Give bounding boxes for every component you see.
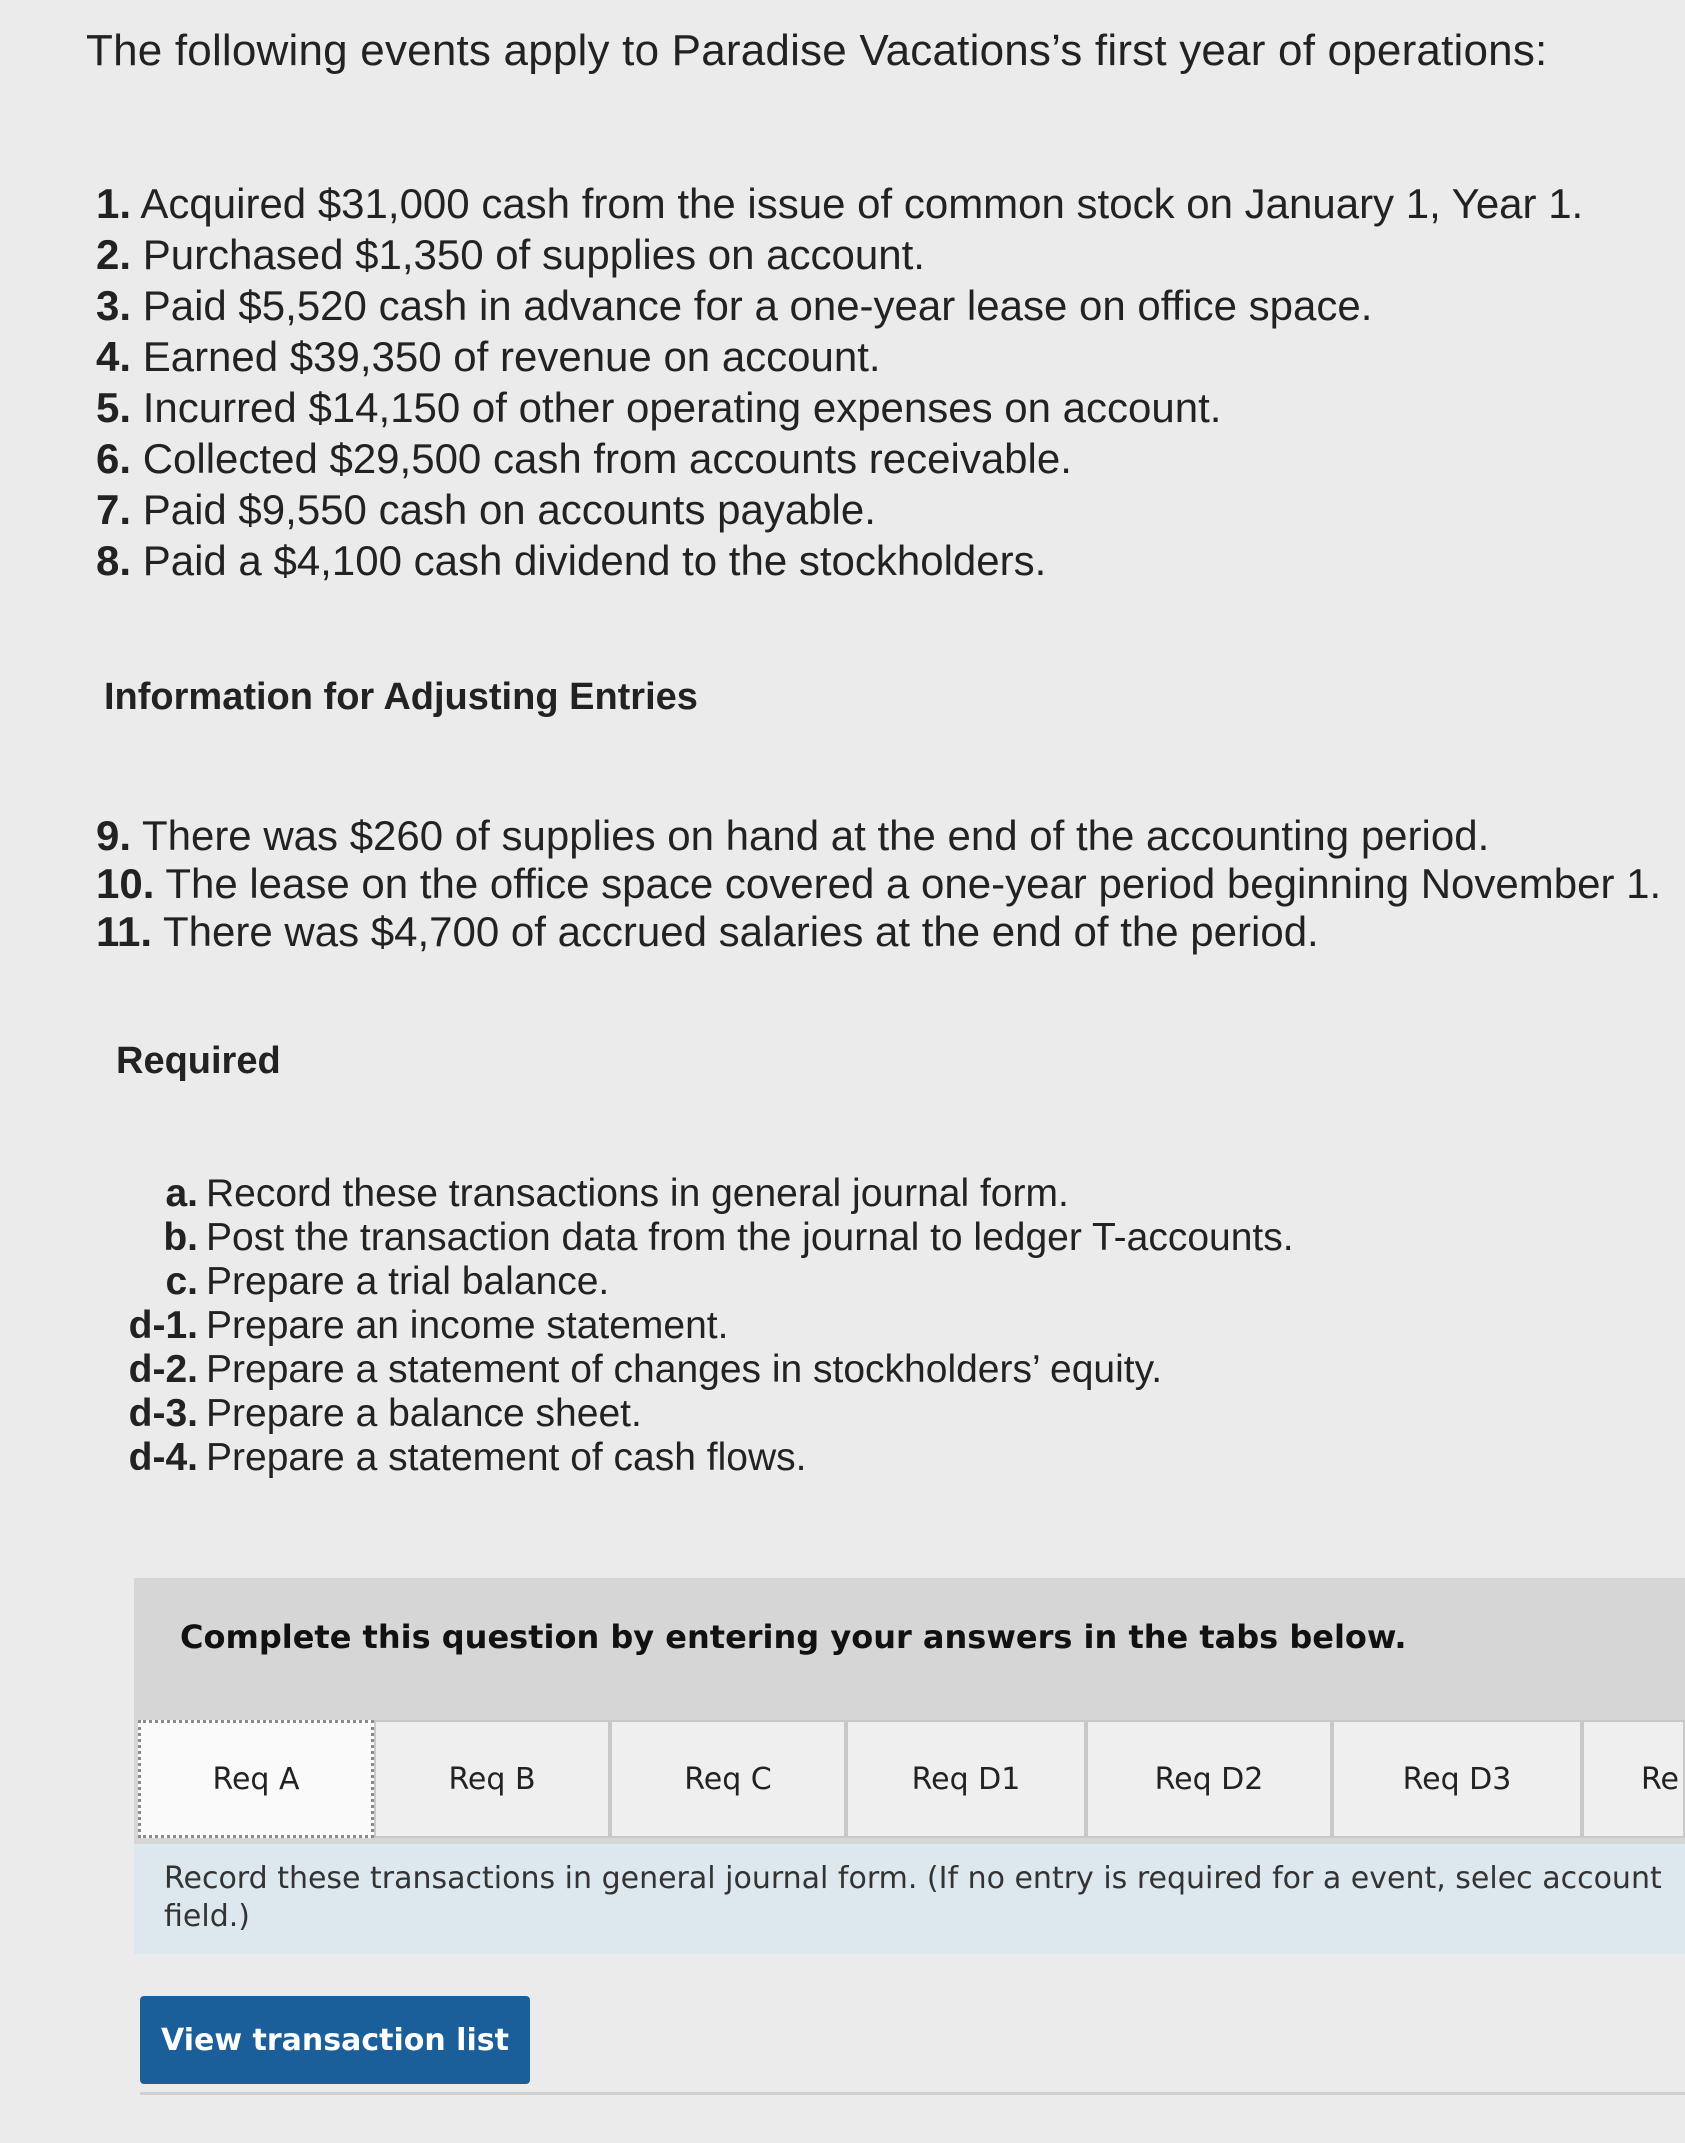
instruction-text: Record these transactions in general journal form. (If no entry is required for a event, selec account field.) — [164, 1861, 1662, 1934]
item-label: d-1. — [128, 1304, 198, 1347]
req-tabs — [138, 1720, 1685, 1844]
list-item — [128, 1348, 1294, 1392]
divider — [140, 2092, 1685, 2095]
item-text: Purchased $1,350 of supplies on account. — [142, 231, 925, 278]
item-text: Paid $9,550 cash on accounts payable. — [142, 486, 876, 533]
item-number: 4. — [96, 333, 132, 380]
item-number: 2. — [96, 231, 132, 278]
requirements-list — [128, 1172, 1294, 1480]
item-text: Prepare a trial balance. — [206, 1260, 610, 1303]
item-text: The lease on the office space covered a one-year period beginning November 1. — [165, 860, 1662, 907]
item-number: 7. — [96, 486, 132, 533]
list-item — [96, 484, 1583, 535]
item-text: Prepare a statement of changes in stockholders’ equity. — [206, 1348, 1163, 1391]
item-number: 3. — [96, 282, 132, 329]
item-text: Acquired $31,000 cash from the issue of common stock on January 1, Year 1. — [140, 180, 1584, 227]
list-item — [128, 1436, 1294, 1480]
item-label: c. — [165, 1260, 198, 1303]
list-item — [128, 1304, 1294, 1348]
tab-req-d4[interactable]: Re — [1582, 1720, 1685, 1838]
item-text: There was $260 of supplies on hand at the end of the accounting period. — [141, 812, 1490, 859]
item-text: Prepare a statement of cash flows. — [206, 1436, 807, 1479]
list-item — [96, 433, 1583, 484]
events-list — [96, 178, 1583, 586]
tab-req-c[interactable]: Req C — [610, 1720, 846, 1838]
instruction-box — [134, 1844, 1685, 1954]
item-text: Paid a $4,100 cash dividend to the stockholders. — [142, 537, 1047, 584]
item-text: Earned $39,350 of revenue on account. — [142, 333, 881, 380]
tab-req-d1[interactable]: Req D1 — [846, 1720, 1086, 1838]
item-text: Record these transactions in general journal form. — [206, 1172, 1069, 1215]
item-number: 10. — [96, 860, 155, 907]
list-item — [96, 535, 1583, 586]
list-item — [128, 1260, 1294, 1304]
list-item — [96, 178, 1583, 229]
panel-title: Complete this question by entering your answers in the tabs below. — [180, 1618, 1407, 1656]
intro-text: The following events apply to Paradise Vacations’s first year of operations: — [86, 26, 1548, 75]
item-text: Paid $5,520 cash in advance for a one-year lease on office space. — [142, 282, 1373, 329]
item-text: Prepare an income statement. — [206, 1304, 729, 1347]
adjusting-heading: Information for Adjusting Entries — [104, 676, 698, 718]
tab-req-d2[interactable]: Req D2 — [1086, 1720, 1332, 1838]
item-number: 6. — [96, 435, 132, 482]
list-item — [128, 1216, 1294, 1260]
item-number: 9. — [96, 812, 132, 859]
item-number: 11. — [96, 908, 153, 955]
item-text: There was $4,700 of accrued salaries at the end of the period. — [163, 908, 1319, 955]
item-label: b. — [163, 1216, 198, 1259]
item-number: 8. — [96, 537, 132, 584]
tab-req-b[interactable]: Req B — [374, 1720, 610, 1838]
item-label: d-3. — [128, 1392, 198, 1435]
item-label: d-4. — [128, 1436, 198, 1479]
list-item — [96, 229, 1583, 280]
list-item — [128, 1392, 1294, 1436]
view-transaction-list-button[interactable]: View transaction list — [140, 1996, 530, 2084]
list-item — [96, 860, 1661, 908]
answer-panel — [134, 1578, 1685, 1934]
adjusting-list — [96, 812, 1661, 956]
item-number: 1. — [96, 180, 132, 227]
item-text: Post the transaction data from the journal to ledger T-accounts. — [206, 1216, 1294, 1259]
tab-req-a[interactable]: Req A — [138, 1720, 374, 1838]
item-label: d-2. — [128, 1348, 198, 1391]
list-item — [96, 812, 1661, 860]
item-text: Collected $29,500 cash from accounts receivable. — [142, 435, 1072, 482]
list-item — [96, 908, 1661, 956]
list-item — [96, 331, 1583, 382]
required-heading: Required — [116, 1040, 281, 1082]
item-text: Prepare a balance sheet. — [206, 1392, 642, 1435]
list-item — [96, 280, 1583, 331]
item-number: 5. — [96, 384, 132, 431]
list-item — [128, 1172, 1294, 1216]
list-item — [96, 382, 1583, 433]
item-text: Incurred $14,150 of other operating expenses on account. — [142, 384, 1222, 431]
tab-req-d3[interactable]: Req D3 — [1332, 1720, 1582, 1838]
item-label: a. — [165, 1172, 198, 1215]
